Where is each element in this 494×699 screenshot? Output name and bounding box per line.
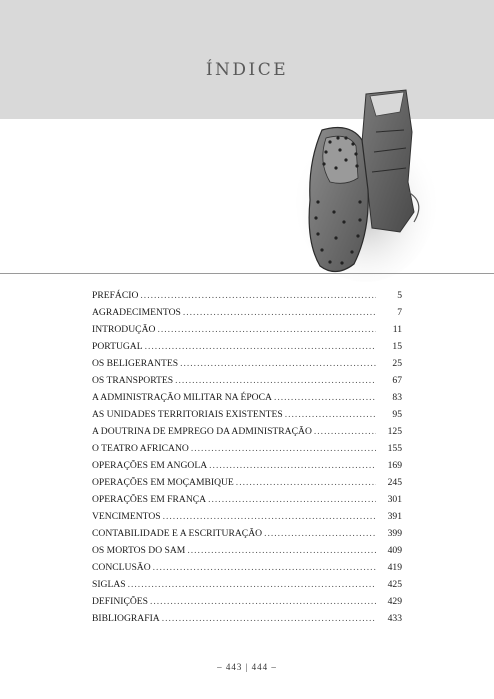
dot-leader (183, 304, 376, 321)
toc-entry-page: 433 (387, 613, 402, 624)
dot-leader (274, 389, 376, 406)
toc-entry[interactable] (92, 423, 402, 440)
dot-leader (285, 406, 376, 423)
toc-entry[interactable] (92, 321, 402, 338)
toc-entry-title: OPERAÇÕES EM FRANÇA (92, 494, 207, 505)
toc-entry-page: 15 (392, 341, 402, 352)
toc-entry-title: SIGLAS (92, 579, 126, 590)
dot-leader (236, 474, 376, 491)
toc-entry-title: OPERAÇÕES EM ANGOLA (92, 460, 208, 471)
toc-entry-title: OS BELIGERANTES (92, 358, 179, 369)
dot-leader (209, 457, 376, 474)
toc-entry[interactable] (92, 508, 402, 525)
boots-illustration (296, 82, 436, 282)
toc-entry-page: 429 (387, 596, 402, 607)
toc-entry[interactable] (92, 457, 402, 474)
dot-leader (128, 576, 376, 593)
dot-leader (163, 508, 376, 525)
dot-leader (175, 372, 376, 389)
toc-entry-page: 425 (387, 579, 402, 590)
toc-entry-title: OPERAÇÕES EM MOÇAMBIQUE (92, 477, 234, 488)
toc-entry-title: AGRADECIMENTOS (92, 307, 181, 318)
toc-entry[interactable] (92, 406, 402, 423)
toc-entry-page: 83 (392, 392, 402, 403)
toc-entry[interactable] (92, 559, 402, 576)
toc-entry[interactable] (92, 576, 402, 593)
page-title: ÍNDICE (205, 60, 289, 80)
page-number-footer: – 443 | 444 – (217, 662, 277, 672)
toc-entry-page: 409 (387, 545, 402, 556)
toc-entry[interactable] (92, 610, 402, 627)
toc-entry[interactable] (92, 372, 402, 389)
toc-entry-title: OS MORTOS DO SAM (92, 545, 186, 556)
toc-entry-title: INTRODUÇÃO (92, 324, 156, 335)
toc-entry-page: 11 (392, 324, 402, 335)
toc-entry-title: BIBLIOGRAFIA (92, 613, 160, 624)
dot-leader (157, 321, 376, 338)
dot-leader (187, 542, 376, 559)
toc-entry[interactable] (92, 474, 402, 491)
dot-leader (140, 287, 376, 304)
toc-entry-page: 245 (387, 477, 402, 488)
toc-entry-page: 391 (387, 511, 402, 522)
table-of-contents (92, 287, 402, 627)
toc-entry-title: CONTABILIDADE E A ESCRITURAÇÃO (92, 528, 263, 539)
toc-entry-page: 125 (387, 426, 402, 437)
toc-entry-page: 301 (387, 494, 402, 505)
dot-leader (191, 440, 376, 457)
toc-entry-title: PREFÁCIO (92, 290, 139, 301)
dot-leader (150, 593, 376, 610)
toc-entry-title: DEFINIÇÕES (92, 596, 148, 607)
toc-entry[interactable] (92, 491, 402, 508)
toc-entry[interactable] (92, 287, 402, 304)
toc-entry-title: CONCLUSÃO (92, 562, 151, 573)
toc-entry-title: OS TRANSPORTES (92, 375, 174, 386)
toc-entry-title: A ADMINISTRAÇÃO MILITAR NA ÉPOCA (92, 392, 272, 403)
dot-leader (314, 423, 376, 440)
toc-entry[interactable] (92, 525, 402, 542)
toc-entry[interactable] (92, 338, 402, 355)
toc-entry-page: 67 (392, 375, 402, 386)
dot-leader (180, 355, 376, 372)
toc-entry[interactable] (92, 389, 402, 406)
toc-entry[interactable] (92, 304, 402, 321)
toc-entry-page: 169 (387, 460, 402, 471)
dot-leader (162, 610, 376, 627)
toc-entry-title: AS UNIDADES TERRITORIAIS EXISTENTES (92, 409, 283, 420)
dot-leader (145, 338, 376, 355)
toc-entry-title: O TEATRO AFRICANO (92, 443, 189, 454)
toc-entry-page: 95 (392, 409, 402, 420)
toc-entry[interactable] (92, 355, 402, 372)
toc-entry[interactable] (92, 593, 402, 610)
divider-line (0, 273, 494, 274)
toc-entry-title: PORTUGAL (92, 341, 143, 352)
toc-entry[interactable] (92, 440, 402, 457)
dot-leader (153, 559, 376, 576)
dot-leader (264, 525, 376, 542)
toc-entry-title: VENCIMENTOS (92, 511, 161, 522)
toc-entry-title: A DOUTRINA DE EMPREGO DA ADMINISTRAÇÃO (92, 426, 312, 437)
toc-entry-page: 7 (397, 307, 402, 318)
toc-entry-page: 155 (387, 443, 402, 454)
toc-entry-page: 5 (397, 290, 402, 301)
toc-entry-page: 399 (387, 528, 402, 539)
toc-entry-page: 419 (387, 562, 402, 573)
toc-entry[interactable] (92, 542, 402, 559)
toc-entry-page: 25 (392, 358, 402, 369)
dot-leader (208, 491, 376, 508)
